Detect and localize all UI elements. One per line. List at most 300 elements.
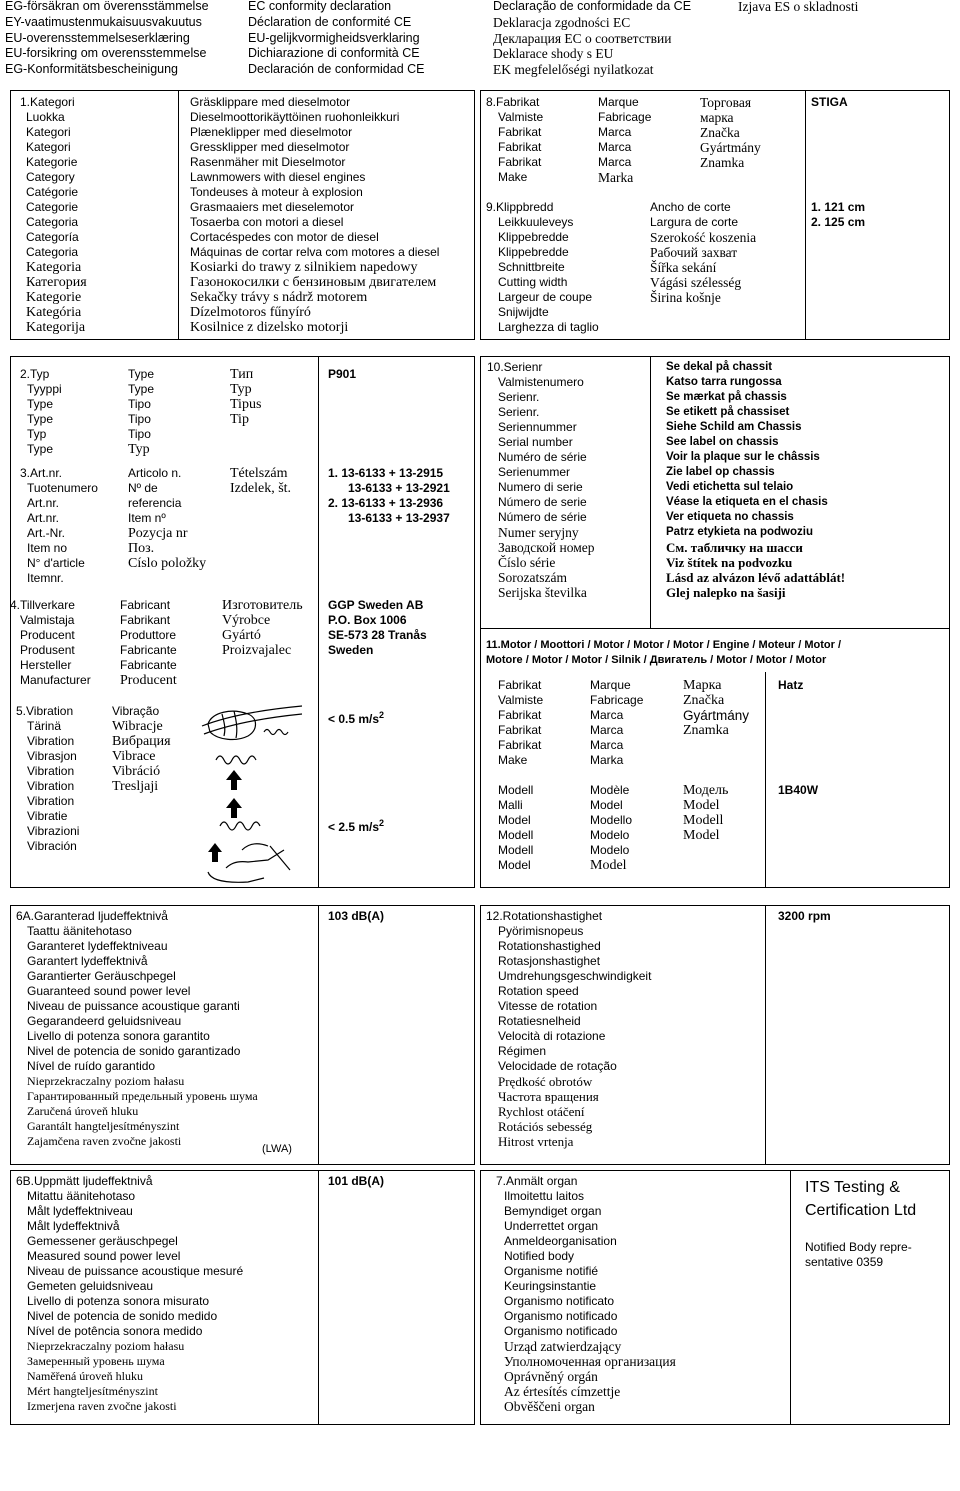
engine-model-label: Modèle [590, 782, 630, 797]
vibration-label: Vibration [27, 778, 75, 793]
divider [480, 628, 950, 629]
guaranteed-sound-label: 6A.Garanterad ljudeffektnivå [16, 908, 168, 923]
serial-number-value: Vedi etichetta sul telaio [666, 480, 794, 493]
notified-body-label: Keuringsinstantie [504, 1278, 597, 1293]
rotation-speed-label: Rychlost otáčení [498, 1103, 585, 1119]
category-value: Grasmaaiers met dieselemotor [190, 199, 355, 214]
brand-label: Fabrikat [498, 124, 542, 139]
guaranteed-sound-label: Livello di potenza sonora garantito [27, 1028, 210, 1043]
address-line: GGP Sweden AB [328, 597, 424, 612]
category-value: Dízelmotoros fűnyíró [190, 304, 311, 320]
cutting-width-label: Leikkuuleveys [498, 214, 574, 229]
engine-make-label: Marca [590, 722, 624, 737]
serial-number-value: Katso tarra rungossa [666, 375, 782, 388]
declaration-title: Declaración de conformidad CE [248, 62, 425, 77]
type-label: Tipus [230, 396, 262, 412]
manufacturer-labels [10, 597, 91, 688]
vibration-label: Vibrazioni [27, 823, 80, 838]
cutting-width-label: Cutting width [498, 274, 568, 289]
item-number-label: N° d'article [27, 555, 85, 570]
category-value: Газонокосилки с бензиновым двигателем [190, 274, 437, 290]
category-value: Kosiarki do trawy z silnikiem napedowy [190, 259, 418, 275]
manufacturer-label: Изготовитель [222, 597, 303, 613]
manufacturer-label: 4.Tillverkare [10, 597, 75, 612]
address-line: SE-573 28 Tranås [328, 627, 427, 642]
divider [765, 905, 766, 1165]
item-number-labels [20, 465, 98, 586]
category-label: Luokka [26, 109, 65, 124]
category-label: Kategori [26, 139, 71, 154]
category-label: Kategorie [26, 154, 78, 169]
manufacturer-label: Výrobce [222, 612, 271, 628]
engine-model-label: Modell [498, 782, 534, 797]
measured-sound-label: Livello di potenza sonora misurato [27, 1293, 210, 1308]
manufacturer-label: Producent [20, 627, 75, 642]
rotation-speed-label: Velocità di rotazione [498, 1028, 606, 1043]
serial-number-value: Zie label op chassis [666, 465, 775, 478]
rotation-speed-label: Hitrost vrtenja [498, 1133, 574, 1149]
manufacturer-label: Hersteller [20, 657, 72, 672]
notified-body-label: Organisme notifié [504, 1263, 599, 1278]
brand-label: Make [498, 169, 528, 184]
wave-icon [216, 756, 260, 830]
manufacturer-labels [222, 598, 303, 658]
rotation-speed-value: 3200 rpm [778, 908, 831, 923]
serial-number-value: Se mærkat på chassis [666, 390, 787, 403]
declaration-title: EC conformity declaration [248, 0, 392, 13]
type-label: Тип [230, 366, 254, 382]
cutting-width-label: 9.Klippbredd [486, 199, 554, 214]
engine-model-label: Model [590, 857, 627, 873]
category-label: Categorie [26, 199, 79, 214]
brand-value: STIGA [811, 94, 848, 109]
notified-body-label: Organismo notificado [504, 1308, 618, 1323]
measured-sound-label: 6B.Uppmätt ljudeffektnivå [16, 1173, 153, 1188]
category-value: Gressklipper med dieselmotor [190, 139, 350, 154]
rotation-speed-label: Rotációs sebesség [498, 1118, 593, 1134]
engine-make-label: Fabrikat [498, 677, 542, 692]
notified-body-label: Obvěščeni organ [504, 1398, 595, 1414]
serial-number-label: Sorozatszám [498, 569, 567, 585]
serial-number-values [666, 360, 845, 600]
item-number-value: 2. 13-6133 + 13-2936 [328, 495, 444, 510]
type-labels [128, 367, 154, 457]
category-label: Kategori [26, 124, 71, 139]
category-value: Plæneklipper med dieselmotor [190, 124, 353, 139]
engine-model-label: Model [683, 797, 720, 813]
hand-grip-icon [202, 706, 302, 739]
type-label: Tipo [128, 411, 151, 426]
engine-heading [486, 638, 841, 668]
serial-number-value: Viz štítek na podvozku [666, 554, 793, 570]
notified-body-name [805, 1176, 916, 1222]
declaration-title: EG-Konformitätsbescheinigung [5, 62, 179, 77]
measured-sound-label: Mért hangteljesítményszint [27, 1383, 158, 1398]
declaration-title: EU-gelijkvormigheidsverklaring [248, 30, 420, 45]
item-number-label: Itemnr. [27, 570, 64, 585]
engine-make-label: Fabrikat [498, 737, 542, 752]
vibration-label: Wibracje [112, 718, 163, 734]
cutting-width-labels [650, 200, 756, 305]
notified-body-label: Anmeldeorganisation [504, 1233, 617, 1248]
brand-label: марка [700, 109, 734, 125]
notified-body-label: Underrettet organ [504, 1218, 599, 1233]
cutting-width-label: Klippebredde [498, 244, 569, 259]
seat-icon [208, 844, 290, 883]
notified-body-label: Urząd zatwierdzający [504, 1338, 622, 1354]
rotation-speed-label: Prędkość obrotów [498, 1073, 593, 1089]
engine-model-label: Model [590, 797, 623, 812]
rotation-speed-label: Régimen [498, 1043, 547, 1058]
cutting-width-label: Ancho de corte [650, 199, 731, 214]
brand-labels [700, 95, 761, 170]
notified-body-label: Ilmoitettu laitos [504, 1188, 585, 1203]
category-label: Category [26, 169, 75, 184]
measured-sound-label: Målt lydeffektniveau [27, 1203, 133, 1218]
divider [318, 1170, 319, 1425]
type-label: Tyyppi [27, 381, 62, 396]
manufacturer-label: Proizvajalec [222, 642, 292, 658]
unit-exponent: 2 [379, 817, 385, 828]
declaration-title: Декларация ЕС о соответствии [493, 30, 672, 46]
rotation-speed-labels [486, 908, 652, 1149]
measured-sound-label: Nivel de potencia de sonido medido [27, 1308, 218, 1323]
cutting-width-label: Klippebredde [498, 229, 569, 244]
item-number-label: Císlo položky [128, 555, 207, 571]
address-line: P.O. Box 1006 [328, 612, 407, 627]
vibration-label: Vibratie [27, 808, 68, 823]
type-labels [20, 366, 62, 457]
unit-exponent: 2 [379, 709, 385, 720]
vibration-label: 5.Vibration [16, 703, 74, 718]
item-number-label: 3.Art.nr. [20, 465, 63, 480]
brand-label: Marque [598, 94, 639, 109]
engine-make-label: Gyártmány [683, 707, 750, 723]
vibration-label: Tärinä [27, 718, 62, 733]
lwa-symbol: (LWA) [262, 1142, 292, 1155]
cutting-width-label: Širina košnje [650, 289, 721, 305]
declaration-title: Deklaracja zgodności EC [493, 14, 631, 30]
address-line: Sweden [328, 642, 374, 657]
engine-model-label: Malli [498, 797, 523, 812]
engine-make-value: Hatz [778, 677, 804, 692]
brand-label: Торговая [700, 94, 752, 110]
guaranteed-sound-label: Гарантированный предельный уровень шума [27, 1088, 258, 1103]
manufacturer-label: Gyártó [222, 627, 261, 643]
divider [650, 356, 651, 628]
brand-label: Marca [598, 139, 632, 154]
engine-make-label: Značka [683, 692, 725, 708]
category-label: Categoria [26, 214, 79, 229]
cutting-width-label: Largura de corte [650, 214, 739, 229]
item-number-label: Izdelek, št. [230, 480, 292, 496]
rotation-speed-label: Velocidade de rotação [498, 1058, 617, 1073]
category-value: Rasenmäher mit Dieselmotor [190, 154, 346, 169]
serial-number-label: Numero di serie [498, 479, 583, 494]
cutting-width-labels [486, 199, 599, 335]
category-label: Kategorija [26, 319, 86, 335]
cutting-width-label: Snijwijdte [498, 304, 549, 319]
cutting-width-label: Vágási szélesség [650, 274, 742, 290]
category-value: Dieselmoottorikäyttöinen ruohonleikkuri [190, 109, 400, 124]
item-number-label: Art.nr. [27, 510, 60, 525]
guaranteed-sound-label: Garanteret lydeffektniveau [27, 938, 168, 953]
guaranteed-sound-label: Zaručená úroveň hluku [27, 1103, 139, 1118]
vibration-illustration [198, 700, 308, 888]
type-label: Tip [230, 411, 249, 427]
brand-label: Fabricage [598, 109, 652, 124]
divider [805, 90, 806, 340]
item-number-labels [230, 466, 291, 496]
serial-number-label: Serienr. [498, 404, 540, 419]
notified-body-label: 7.Anmält organ [496, 1173, 578, 1188]
engine-model-labels [683, 783, 728, 843]
cutting-width-label: Larghezza di taglio [498, 319, 599, 334]
engine-make-label: Marka [590, 752, 624, 767]
measured-sound-label: Gemessener geräuschpegel [27, 1233, 178, 1248]
engine-model-label: Modelo [590, 827, 630, 842]
cutting-width-label: Schnittbreite [498, 259, 565, 274]
brand-labels [486, 94, 544, 185]
brand-labels [598, 95, 651, 185]
engine-model-label: Model [683, 827, 720, 843]
vibration-value-body [328, 816, 384, 835]
engine-make-label: Marca [590, 707, 624, 722]
rotation-speed-label: Rotatiesnelheid [498, 1013, 581, 1028]
manufacturer-labels [120, 598, 177, 688]
brand-label: Gyártmány [700, 139, 761, 155]
guaranteed-sound-label: Nieprzekraczalny poziom hałasu [27, 1073, 185, 1088]
manufacturer-label: Produttore [120, 627, 177, 642]
category-value: Tosaerba con motori a diesel [190, 214, 344, 229]
engine-model-label: Modell [498, 827, 534, 842]
manufacturer-address [328, 598, 427, 658]
serial-number-label: Заводской номер [498, 539, 595, 555]
type-value: P901 [328, 366, 357, 381]
category-value: Cortacéspedes con motor de diesel [190, 229, 379, 244]
cutting-width-value: 2. 125 cm [811, 214, 866, 229]
measured-sound-label: Målt lydeffektnivå [27, 1218, 120, 1233]
serial-number-label: Número de serie [498, 494, 587, 509]
engine-heading-line: 11.Motor / Moottori / Motor / Motor / Motor / Engine / Moteur / Motor / [486, 638, 842, 651]
declaration-title: Declaração de conformidade da CE [493, 0, 692, 13]
engine-heading-line: Motore / Motor / Motor / Silnik / Двигатель / Motor / Motor / Motor [486, 653, 827, 666]
engine-make-label: Fabrikat [498, 722, 542, 737]
item-number-labels [128, 466, 206, 571]
header-titles-col4 [738, 0, 858, 15]
rotation-speed-label: Rotationshastighed [498, 938, 601, 953]
item-number-values [328, 466, 450, 526]
declaration-title: Deklarace shody s EU [493, 46, 614, 62]
engine-model-label: Modello [590, 812, 633, 827]
category-label: Категория [26, 274, 87, 290]
declaration-title: Dichiarazione di conformità CE [248, 46, 420, 61]
serial-number-label: Serienr. [498, 389, 540, 404]
declaration-title: EU-overensstemmelseserklæring [5, 30, 190, 45]
item-number-label: Art.nr. [27, 495, 60, 510]
engine-model-label: Modell [683, 812, 724, 828]
vibration-labels [16, 703, 80, 854]
vibration-label: Tresljaji [112, 778, 159, 794]
serial-number-value: Ver etiqueta no chassis [666, 510, 794, 523]
guaranteed-sound-labels [16, 908, 258, 1149]
type-label: Typ [230, 381, 252, 397]
manufacturer-label: Produsent [20, 642, 75, 657]
serial-number-label: Serienummer [498, 464, 571, 479]
item-number-label: Tuotenumero [27, 480, 98, 495]
item-number-label: Поз. [128, 540, 155, 556]
engine-model-label: Model [498, 812, 531, 827]
serial-number-value: Glej nalepko na šasiji [666, 584, 786, 600]
rotation-speed-label: Vitesse de rotation [498, 998, 598, 1013]
brand-label: Marca [598, 154, 632, 169]
brand-label: Fabrikat [498, 154, 542, 169]
serial-number-label: Numer seryjny [498, 524, 579, 540]
engine-make-label: Fabrikat [498, 707, 542, 722]
guaranteed-sound-label: Gegarandeerd geluidsniveau [27, 1013, 182, 1028]
guaranteed-sound-label: Nivel de potencia de sonido garantizado [27, 1043, 241, 1058]
serial-number-labels [487, 359, 595, 600]
notified-body-label: Organismo notificato [504, 1293, 615, 1308]
guaranteed-sound-label: Garantierter Geräuschpegel [27, 968, 176, 983]
vibration-label: Vibrace [112, 748, 156, 764]
engine-make-labels [498, 678, 543, 768]
serial-number-value: See label on chassis [666, 435, 779, 448]
item-number-value: 13-6133 + 13-2937 [348, 510, 450, 525]
cutting-width-label: Szerokość koszenia [650, 229, 757, 245]
cutting-width-label: Šířka sekání [650, 259, 717, 275]
item-number-label: Pozycja nr [128, 525, 188, 541]
item-number-label: Articolo n. [128, 465, 182, 480]
type-label: Type [27, 411, 54, 426]
notified-body-label: Organismo notificado [504, 1323, 618, 1338]
type-label: Type [128, 381, 155, 396]
item-number-label: Nº de [128, 480, 158, 495]
category-label: Kategoria [26, 259, 82, 275]
engine-make-label: Marque [590, 677, 631, 692]
engine-model-label: Modell [498, 842, 534, 857]
declaration-title: EU-forsikring om overensstemmelse [5, 46, 207, 61]
rotation-speed-label: Pyörimisnopeus [498, 923, 584, 938]
serial-number-label: Serijska številka [498, 584, 587, 600]
vibration-label: Вибрация [112, 733, 171, 749]
cutting-width-label: Рабочий захват [650, 244, 738, 260]
vibration-label: Vibration [27, 793, 75, 808]
header-titles-col3 [493, 0, 691, 78]
engine-make-label: Valmiste [498, 692, 544, 707]
engine-model-label: Модель [683, 782, 729, 798]
vibration-value-text: < 2.5 m/s [328, 819, 380, 834]
engine-model-label: Model [498, 857, 531, 872]
category-value: Gräsklippare med dieselmotor [190, 94, 351, 109]
category-label: Categoría [26, 229, 79, 244]
measured-sound-label: Measured sound power level [27, 1248, 181, 1263]
divider [178, 90, 179, 340]
item-number-label: referencia [128, 495, 182, 510]
brand-label: 8.Fabrikat [486, 94, 540, 109]
category-label: Kategória [26, 304, 82, 320]
serial-number-value: См. табличку на шасси [666, 539, 803, 555]
engine-model-value: 1B40W [778, 782, 819, 797]
declaration-title: Déclaration de conformité CE [248, 14, 412, 29]
type-label: 2.Typ [20, 366, 50, 381]
category-value: Lawnmowers with diesel engines [190, 169, 366, 184]
type-label: Typ [128, 441, 150, 457]
category-label: Categoria [26, 244, 79, 259]
rotation-speed-label: 12.Rotationshastighet [486, 908, 603, 923]
rotation-speed-label: Rotation speed [498, 983, 579, 998]
engine-model-labels [590, 783, 632, 873]
rotation-speed-label: Rotasjonshastighet [498, 953, 601, 968]
engine-make-label: Make [498, 752, 528, 767]
vibration-labels [112, 704, 171, 794]
notified-body-note-line: sentative 0359 [805, 1254, 884, 1269]
measured-sound-label: Naměřená úroveň hluku [27, 1368, 143, 1383]
item-number-label: Tételszám [230, 465, 288, 481]
category-label: 1.Kategori [20, 94, 75, 109]
type-label: Type [27, 441, 54, 456]
type-label: Typ [27, 426, 47, 441]
engine-model-labels [498, 783, 533, 873]
item-number-value: 1. 13-6133 + 13-2915 [328, 465, 444, 480]
guaranteed-sound-label: Garantált hangteljesítményszint [27, 1118, 180, 1133]
notified-body-name-line: ITS Testing & [805, 1179, 900, 1196]
type-label: Tipo [128, 396, 151, 411]
guaranteed-sound-label: Guaranteed sound power level [27, 983, 191, 998]
brand-label: Znamka [700, 154, 745, 170]
serial-number-label: Numéro de série [498, 449, 587, 464]
notified-body-label: Bemyndiget organ [504, 1203, 602, 1218]
brand-label: Marka [598, 169, 634, 185]
category-label: Catégorie [26, 184, 79, 199]
serial-number-value: Siehe Schild am Chassis [666, 420, 802, 433]
serial-number-value: Véase la etiqueta en el chasis [666, 495, 828, 508]
manufacturer-label: Fabricant [120, 597, 171, 612]
manufacturer-label: Fabricante [120, 657, 177, 672]
serial-number-label: Número de série [498, 509, 587, 524]
engine-make-label: Marca [590, 737, 624, 752]
serial-number-label: 10.Serienr [487, 359, 543, 374]
declaration-title: EY-vaatimustenmukaisuusvakuutus [5, 14, 202, 29]
notified-body-note [805, 1240, 912, 1269]
brand-label: Marca [598, 124, 632, 139]
vibration-label: Vibration [27, 733, 75, 748]
header-titles-col2 [248, 0, 424, 78]
arrow-up-icon [208, 770, 242, 862]
brand-label: Valmiste [498, 109, 544, 124]
guaranteed-sound-label: Niveau de puissance acoustique garanti [27, 998, 240, 1013]
measured-sound-label: Niveau de puissance acoustique mesuré [27, 1263, 244, 1278]
guaranteed-sound-label: Garantert lydeffektnivå [27, 953, 148, 968]
type-labels [230, 367, 261, 427]
serial-number-label: Serial number [498, 434, 573, 449]
measured-sound-label: Mitattu äänitehotaso [27, 1188, 136, 1203]
measured-sound-label: Gemeten geluidsniveau [27, 1278, 154, 1293]
rotation-speed-label: Частота вращения [498, 1088, 599, 1104]
serial-number-value: Patrz etykieta na podwoziu [666, 525, 813, 538]
type-label: Type [27, 396, 54, 411]
vibration-label: Vibração [112, 703, 160, 718]
divider [318, 905, 319, 1165]
measured-sound-value: 101 dB(A) [328, 1173, 385, 1188]
guaranteed-sound-label: Nível de ruído garantido [27, 1058, 156, 1073]
notified-body-label: Notified body [504, 1248, 575, 1263]
measured-sound-label: Nieprzekraczalny poziom hałasu [27, 1338, 185, 1353]
declaration-title: Izjava ES o skladnosti [738, 0, 859, 14]
measured-sound-label: Замеренный уровень шума [27, 1353, 165, 1368]
serial-number-value: Se etikett på chassiset [666, 405, 790, 418]
vibration-label: Vibration [27, 763, 75, 778]
